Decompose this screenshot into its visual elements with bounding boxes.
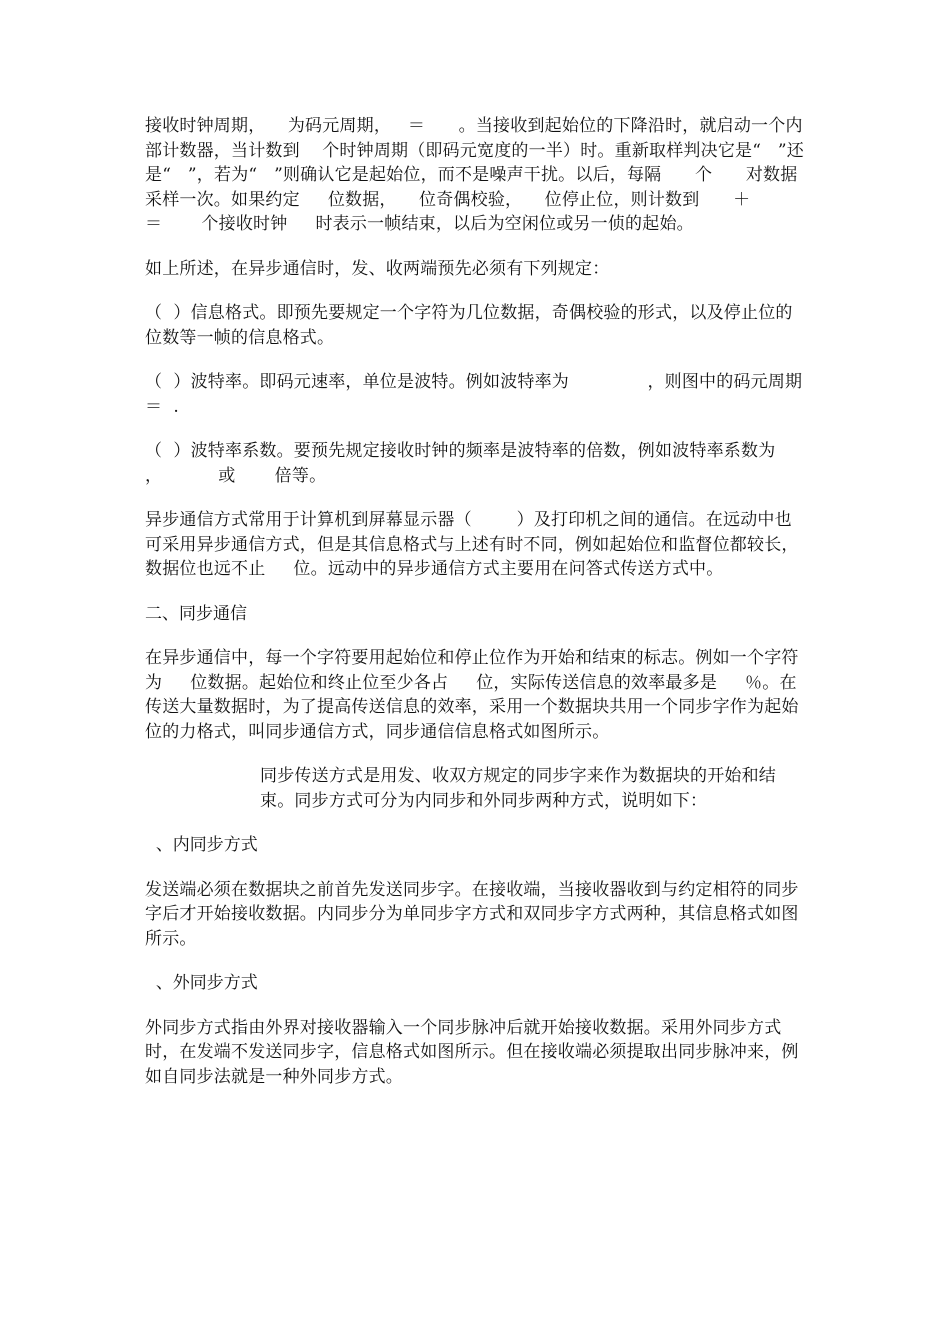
paragraph-sync-intro: 在异步通信中，每一个字符要用起始位和停止位作为开始和结束的标志。例如一个字符为 位数据。起始位和终止位至少各占 位，实际传送信息的效率最多是 ％。在传送大量数据时，为了提高传送信息的效率，采用一个数据块共用一个同步字作为起始位的力格式，叫同步通信方式，同步通信信息格式如图所示。 [145, 648, 799, 742]
paragraph-info-format: （ ）信息格式。即预先要规定一个字符为几位数据，奇偶校验的形式，以及停止位的位数等一帧的信息格式。 [145, 303, 793, 348]
paragraph-external-sync: 外同步方式指由外界对接收器输入一个同步脉冲后就开始接收数据。采用外同步方式时，在发端不发送同步字，信息格式如图所示。但在接收端必须提取出同步脉冲来，例如自同步法就是一种外同步方式。 [145, 1017, 799, 1087]
document-page [145, 114, 915, 1109]
paragraph-async-rules-intro: 如上所述，在异步通信时，发、收两端预先必须有下列规定： [145, 258, 610, 279]
paragraph-async-usage: 异步通信方式常用于计算机到屏幕显示器（ ）及打印机之间的通信。在远动中也可采用异步通信方式，但是其信息格式与上述有时不同，例如起始位和监督位都较长，数据位也远不止 位。远动中的异步通信方式主要用在问答式传送方式中。 [145, 510, 799, 579]
heading-external-sync: 、外同步方式 [145, 973, 258, 993]
paragraph-internal-sync: 发送端必须在数据块之前首先发送同步字。在接收端，当接收器收到与约定相符的同步字后才开始接收数据。内同步分为单同步字方式和双同步字方式两种，其信息格式如图所示。 [145, 879, 799, 949]
paragraph-baud-rate: （ ）波特率。即码元速率，单位是波特。例如波特率为 ，则图中的码元周期 ＝ . [145, 372, 915, 417]
paragraph-baud-factor: （ ）波特率系数。要预先规定接收时钟的频率是波特率的倍数，例如波特率系数为 ， 或 倍等。 [145, 441, 815, 486]
paragraph-receive-clock: 接收时钟周期， 为码元周期， ＝ 。当接收到起始位的下降沿时，就启动一个内部计数器，当计数到 个时钟周期（即码元宽度的一半）时。重新取样判决它是“ ”还是“ ”，若为“ ”则确认它是起始位，而不是噪声干扰。以后，每隔 个 对数据采样一次。如果约定 位数据， 位奇偶校验， 位停止位，则计数到 ＋ ＝ 个接收时钟 时表示一帧结束，以后为空闲位或另一侦的起始。 [145, 116, 829, 234]
heading-sync-communication: 二、同步通信 [145, 603, 247, 624]
paragraph-sync-method: 同步传送方式是用发、收双方规定的同步字来作为数据块的开始和结束。同步方式可分为内同步和外同步两种方式，说明如下： [260, 766, 776, 811]
heading-internal-sync: 、内同步方式 [145, 835, 258, 855]
